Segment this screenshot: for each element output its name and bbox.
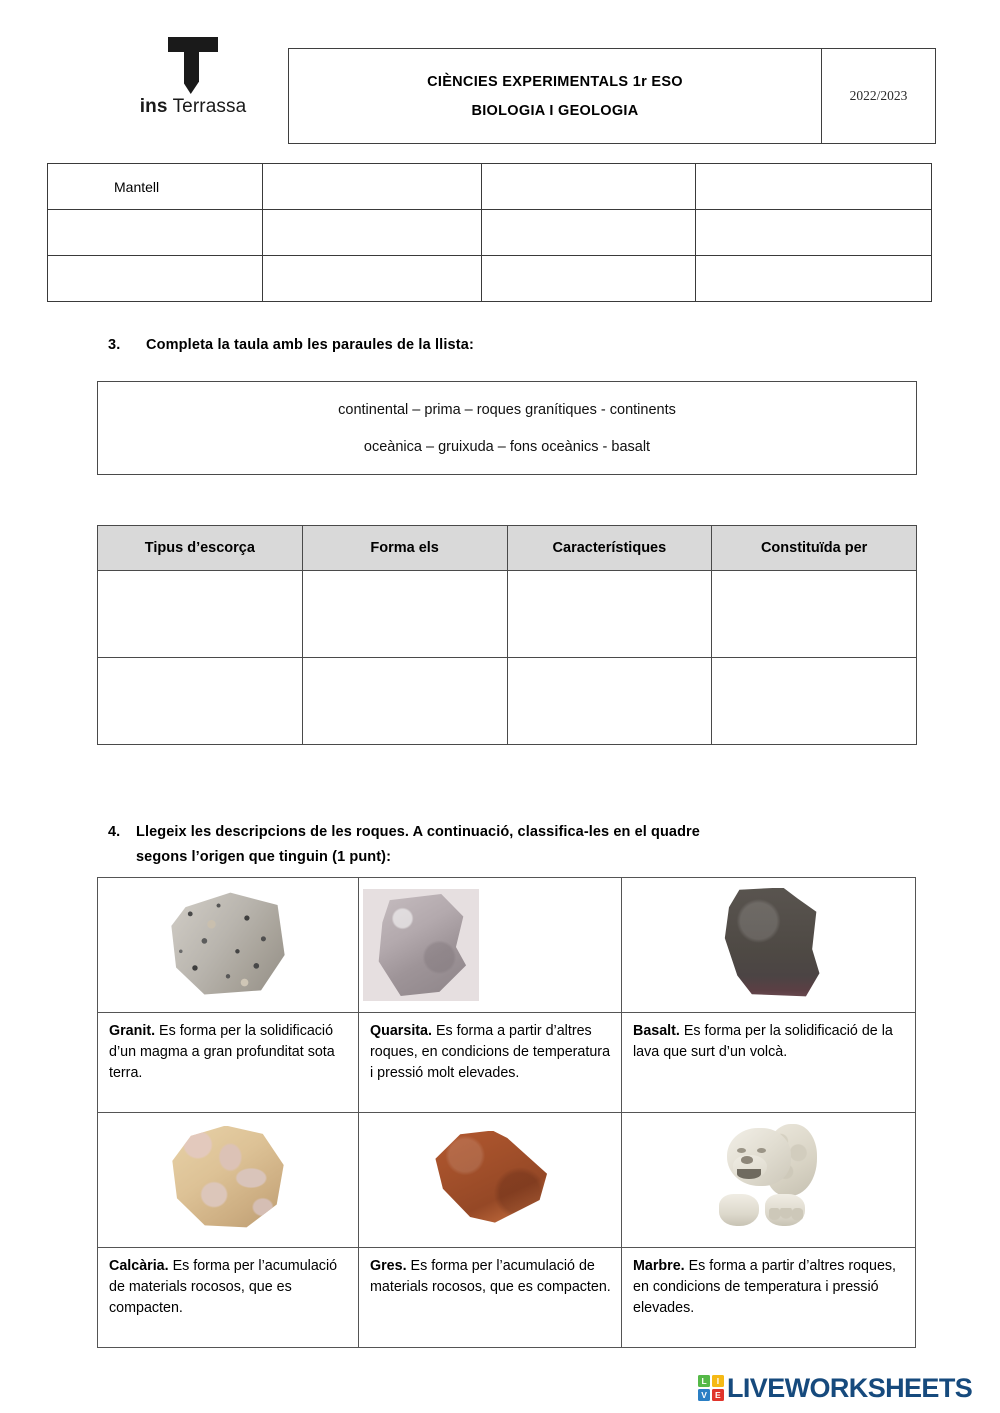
- school-year: 2022/2023: [849, 88, 908, 103]
- exercise-3-wordlist-box: [97, 381, 917, 475]
- table-cell-blank[interactable]: [263, 210, 482, 256]
- rock-description: Es forma a partir d’altres roques, en condicions de temperatura i pressió molt elevades.: [370, 1023, 611, 1081]
- column-header-forma-els: Forma els: [302, 526, 507, 571]
- exercise-4-heading: [108, 820, 914, 870]
- answer-cell[interactable]: [507, 658, 712, 745]
- table-row: [48, 164, 932, 210]
- rock-description-cell: [359, 1013, 622, 1113]
- badge-letter-e: E: [712, 1389, 724, 1401]
- badge-letter-i: I: [712, 1375, 724, 1387]
- limestone-rock-photo: [170, 1126, 286, 1230]
- exercise-4-number: 4.: [108, 824, 121, 840]
- column-header-constituida-per: Constituïda per: [712, 526, 917, 571]
- rock-description-cell: [359, 1248, 622, 1348]
- rock-image-cell-calcaria: [98, 1113, 359, 1248]
- exercise-4-prompt-line-1: Llegeix les descripcions de les roques. A continuació, classifica-les en el quadre: [136, 824, 700, 840]
- exercise-3-prompt: Completa la taula amb les paraules de la llista:: [146, 337, 474, 353]
- answer-cell[interactable]: [507, 571, 712, 658]
- quartzite-rock-shape: [375, 894, 467, 996]
- page-header: [0, 0, 1000, 158]
- rock-image-row: [98, 1113, 916, 1248]
- rock-name: Calcària.: [109, 1258, 169, 1274]
- school-logo: [108, 32, 278, 140]
- rock-name: Quarsita.: [370, 1023, 432, 1039]
- table-cell-blank[interactable]: [482, 164, 696, 210]
- table-cell-blank[interactable]: [696, 164, 932, 210]
- rock-image-cell-granit: [98, 878, 359, 1013]
- table-cell-blank[interactable]: [263, 256, 482, 302]
- answer-cell[interactable]: [98, 658, 303, 745]
- table-cell-blank[interactable]: [48, 256, 263, 302]
- marble-lion-sculpture-photo: [713, 1122, 825, 1234]
- table-row: [98, 658, 917, 745]
- rock-description: Es forma per la solidificació de la lava que surt d’un volcà.: [633, 1023, 893, 1060]
- rock-description-cell: [98, 1248, 359, 1348]
- rock-description: Es forma a partir d’altres roques, en condicions de temperatura i pressió elevades.: [633, 1258, 897, 1316]
- badge-letter-l: L: [698, 1375, 710, 1387]
- liveworksheets-logo[interactable]: [698, 1371, 972, 1405]
- badge-letter-v: V: [698, 1389, 710, 1401]
- title-line-subject: CIÈNCIES EXPERIMENTALS 1r ESO: [427, 73, 683, 90]
- table-row: [98, 571, 917, 658]
- title-line-course: BIOLOGIA I GEOLOGIA: [471, 102, 639, 119]
- rock-description-cell: [98, 1013, 359, 1113]
- table-cell-blank[interactable]: [482, 210, 696, 256]
- table-cell-blank[interactable]: [263, 164, 482, 210]
- rock-image-cell-quarsita: [359, 878, 622, 1013]
- school-logo-text: [140, 96, 246, 118]
- rock-description-cell: [622, 1248, 916, 1348]
- rock-description-cell: [622, 1013, 916, 1113]
- quartzite-rock-photo: [363, 889, 479, 1001]
- rock-image-cell-gres: [359, 1113, 622, 1248]
- answer-cell[interactable]: [302, 658, 507, 745]
- rock-text-row: [98, 1248, 916, 1348]
- liveworksheets-wordmark: LIVEWORKSHEETS: [727, 1372, 973, 1403]
- rock-description: Es forma per l’acumulació de materials rocosos, que es compacten.: [109, 1258, 338, 1316]
- logo-name: Terrassa: [172, 96, 247, 117]
- rock-name: Gres.: [370, 1258, 407, 1274]
- rock-description-grid: [97, 877, 916, 1348]
- nail-t-logo-icon: [161, 32, 225, 94]
- document-title: [289, 49, 822, 143]
- exercise-3-heading: [108, 337, 928, 353]
- table-cell-mantell[interactable]: Mantell: [48, 164, 263, 210]
- wordlist-line-1: continental – prima – roques granítiques - continents: [338, 401, 676, 418]
- rock-name: Marbre.: [633, 1258, 685, 1274]
- granite-rock-photo: [169, 891, 287, 995]
- live-badge-icon: [698, 1375, 724, 1401]
- rock-description: Es forma per l’acumulació de materials rocosos, que es compacten.: [370, 1258, 611, 1295]
- rock-name: Granit.: [109, 1023, 156, 1039]
- continued-layers-table: [47, 163, 932, 302]
- rock-description: Es forma per la solidificació d’un magma a gran profunditat sota terra.: [109, 1023, 335, 1081]
- rock-image-row: [98, 878, 916, 1013]
- answer-cell[interactable]: [712, 571, 917, 658]
- rock-image-cell-marbre: [622, 1113, 916, 1248]
- logo-prefix: ins: [139, 96, 168, 117]
- rock-image-cell-basalt: [622, 878, 916, 1013]
- sandstone-rock-photo: [428, 1131, 552, 1225]
- table-cell-blank[interactable]: [48, 210, 263, 256]
- table-cell-blank[interactable]: [696, 256, 932, 302]
- rock-text-row: [98, 1013, 916, 1113]
- exercise-3-number: 3.: [108, 337, 121, 353]
- exercise-3-answer-table: [97, 525, 917, 745]
- wordlist-line-2: oceànica – gruixuda – fons oceànics - basalt: [363, 438, 651, 455]
- rock-name: Basalt.: [633, 1023, 680, 1039]
- table-cell-blank[interactable]: [696, 210, 932, 256]
- table-row: [48, 256, 932, 302]
- column-header-caracteristiques: Característiques: [507, 526, 712, 571]
- document-title-box: [288, 48, 936, 144]
- basalt-rock-photo: [717, 888, 821, 998]
- table-row: [48, 210, 932, 256]
- answer-cell[interactable]: [712, 658, 917, 745]
- table-cell-blank[interactable]: [482, 256, 696, 302]
- exercise-4-prompt-line-2: segons l’origen que tinguin (1 punt):: [136, 849, 392, 865]
- answer-cell[interactable]: [302, 571, 507, 658]
- answer-cell[interactable]: [98, 571, 303, 658]
- table-header-row: [98, 526, 917, 571]
- column-header-tipus-escorca: Tipus d’escorça: [98, 526, 303, 571]
